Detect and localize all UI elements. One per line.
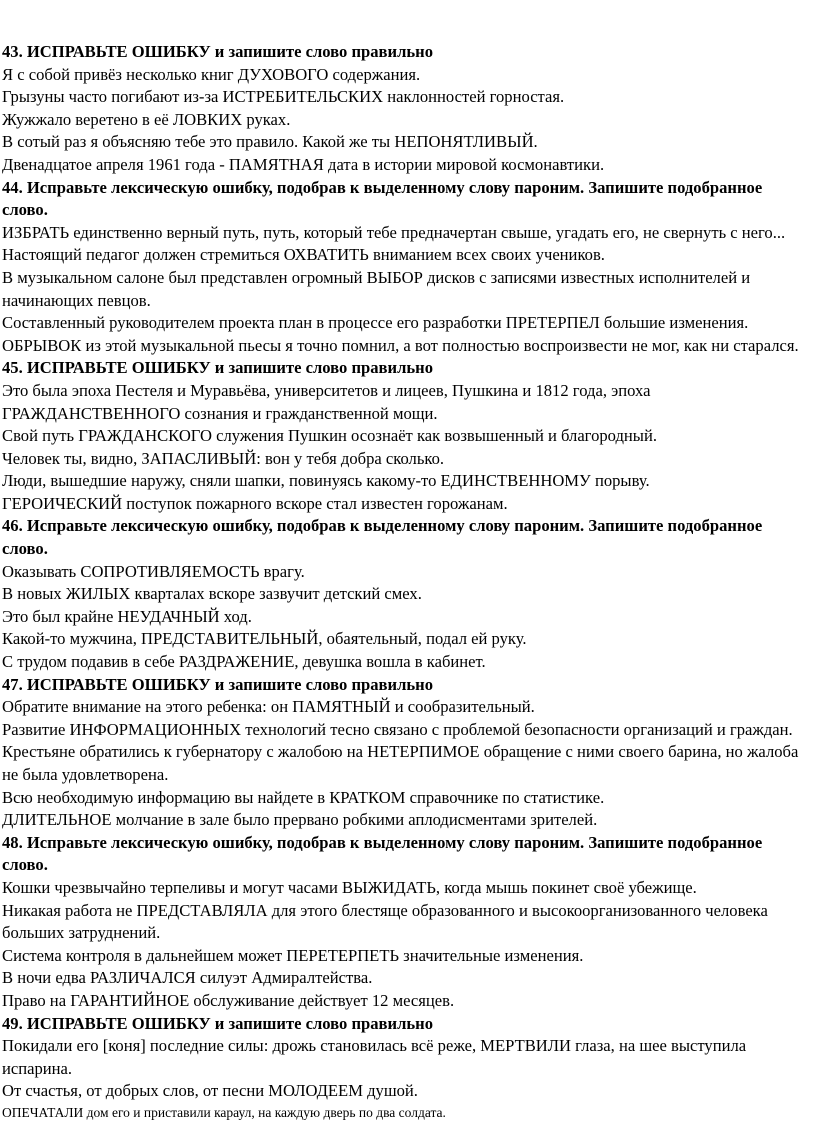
sentence: Система контроля в дальнейшем может ПЕРЕТЕРПЕТЬ значительные изменения. xyxy=(2,945,584,965)
exercise-heading: 44. Исправьте лексическую ошибку, подобрав к выделенному слову пароним. Запишите подобранное слово. xyxy=(2,177,763,220)
sentence: Право на ГАРАНТИЙНОЕ обслуживание действует 12 месяцев. xyxy=(2,990,455,1010)
sentence: ГЕРОИЧЕСКИЙ поступок пожарного вскоре стал известен горожанам. xyxy=(2,493,508,513)
sentence: От счастья, от добрых слов, от песни МОЛОДЕЕМ душой. xyxy=(2,1081,418,1101)
exercise-heading: 46. Исправьте лексическую ошибку, подобрав к выделенному слову пароним. Запишите подобранное слово. xyxy=(2,516,763,559)
sentence: Это был крайне НЕУДАЧНЫЙ ход. xyxy=(2,606,252,626)
sentence: В новых ЖИЛЫХ кварталах вскоре зазвучит детский смех. xyxy=(2,584,422,604)
sentence: ДЛИТЕЛЬНОЕ молчание в зале было прервано робкими аплодисментами зрителей. xyxy=(2,810,598,830)
sentence: Люди, вышедшие наружу, сняли шапки, повинуясь какому-то ЕДИНСТВЕННОМУ порыву. xyxy=(2,471,650,491)
sentence: В музыкальном салоне был представлен огромный ВЫБОР дисков с записями известных исполнителей и начинающих певцов. xyxy=(2,267,751,310)
sentence: Какой-то мужчина, ПРЕДСТАВИТЕЛЬНЫЙ, обаятельный, подал ей руку. xyxy=(2,629,527,649)
exercise-47 xyxy=(2,674,812,832)
sentence: ИЗБРАТЬ единственно верный путь, путь, который тебе предначертан свыше, угадать его, не свернуть с него... xyxy=(2,222,786,242)
exercise-heading-rest: и запишите слово правильно xyxy=(210,1013,434,1033)
exercise-49 xyxy=(2,1013,812,1123)
sentence: Крестьяне обратились к губернатору с жалобою на НЕТЕРПИМОЕ обращение с ними своего барина, но жалоба не была удовлетворена. xyxy=(2,742,799,784)
exercise-46 xyxy=(2,515,812,673)
exercise-heading xyxy=(2,1013,812,1036)
exercise-heading-rest: и запишите слово правильно xyxy=(210,674,434,694)
sentence: Составленный руководителем проекта план в процессе его разработки ПРЕТЕРПЕЛ большие изменения. xyxy=(2,313,749,333)
sentence: Кошки чрезвычайно терпеливы и могут часами ВЫЖИДАТЬ, когда мышь покинет своё убежище. xyxy=(2,877,697,897)
sentence: Настоящий педагог должен стремиться ОХВАТИТЬ вниманием всех своих учеников. xyxy=(2,245,605,265)
sentence: Жужжало веретено в её ЛОВКИХ руках. xyxy=(2,109,291,129)
sentence: Оказывать СОПРОТИВЛЯЕМОСТЬ врагу. xyxy=(2,561,305,581)
exercise-heading xyxy=(2,674,812,697)
exercise-heading-rest: и запишите слово правильно xyxy=(210,358,434,378)
sentence: Я с собой привёз несколько книг ДУХОВОГО содержания. xyxy=(2,64,421,84)
exercise-heading xyxy=(2,357,812,380)
exercise-48 xyxy=(2,832,812,1013)
exercise-heading xyxy=(2,41,812,64)
sentence: В ночи едва РАЗЛИЧАЛСЯ силуэт Адмиралтейства. xyxy=(2,968,373,988)
sentence: Развитие ИНФОРМАЦИОННЫХ технологий тесно связано с проблемой безопасности организаций и граждан. xyxy=(2,719,793,739)
sentence: Никакая работа не ПРЕДСТАВЛЯЛА для этого блестяще образованного и высокоорганизованного человека больших затруднений. xyxy=(2,900,768,943)
sentence: Всю необходимую информацию вы найдете в КРАТКОМ справочнике по статистике. xyxy=(2,787,605,807)
sentence: Человек ты, видно, ЗАПАСЛИВЫЙ: вон у тебя добра сколько. xyxy=(2,448,445,468)
exercise-heading-caps: 45. ИСПРАВЬТЕ ОШИБКУ xyxy=(2,358,211,378)
exercise-heading-caps: 49. ИСПРАВЬТЕ ОШИБКУ xyxy=(2,1013,211,1033)
sentence: Обратите внимание на этого ребенка: он ПАМЯТНЫЙ и сообразительный. xyxy=(2,697,535,717)
sentence: ОБРЫВОК из этой музыкальной пьесы я точно помнил, а вот полностью воспроизвести не мог, как ни старался. xyxy=(2,335,799,355)
exercise-heading: 48. Исправьте лексическую ошибку, подобрав к выделенному слову пароним. Запишите подобранное слово. xyxy=(2,832,763,875)
sentence: С трудом подавив в себе РАЗДРАЖЕНИЕ, девушка вошла в кабинет. xyxy=(2,652,486,672)
exercise-45 xyxy=(2,357,812,515)
sentence: Грызуны часто погибают из-за ИСТРЕБИТЕЛЬСКИХ наклонностей горностая. xyxy=(2,87,565,107)
sentence: Двенадцатое апреля 1961 года - ПАМЯТНАЯ дата в истории мировой космонавтики. xyxy=(2,154,605,174)
sentence: В сотый раз я объясняю тебе это правило. Какой же ты НЕПОНЯТЛИВЫЙ. xyxy=(2,132,538,152)
exercise-heading-caps: 47. ИСПРАВЬТЕ ОШИБКУ xyxy=(2,674,211,694)
sentence: Это была эпоха Пестеля и Муравьёва, университетов и лицеев, Пушкина и 1812 года, эпоха ГРАЖДАНСТВЕННОГО сознания и гражданственной мощи. xyxy=(2,380,651,423)
exercise-44 xyxy=(2,177,812,358)
exercise-heading-caps: 43. ИСПРАВЬТЕ ОШИБКУ xyxy=(2,42,211,61)
exercise-43 xyxy=(2,41,812,177)
sentence-small: ОПЕЧАТАЛИ дом его и приставили караул, на каждую дверь по два солдата. xyxy=(2,1104,446,1120)
sentence: Свой путь ГРАЖДАНСКОГО служения Пушкин осознаёт как возвышенный и благородный. xyxy=(2,426,657,446)
exercise-heading-rest: и запишите слово правильно xyxy=(210,42,434,61)
sentence: Покидали его [коня] последние силы: дрожь становилась всё реже, МЕРТВИЛИ глаза, на шее выступила испарина. xyxy=(2,1036,747,1078)
